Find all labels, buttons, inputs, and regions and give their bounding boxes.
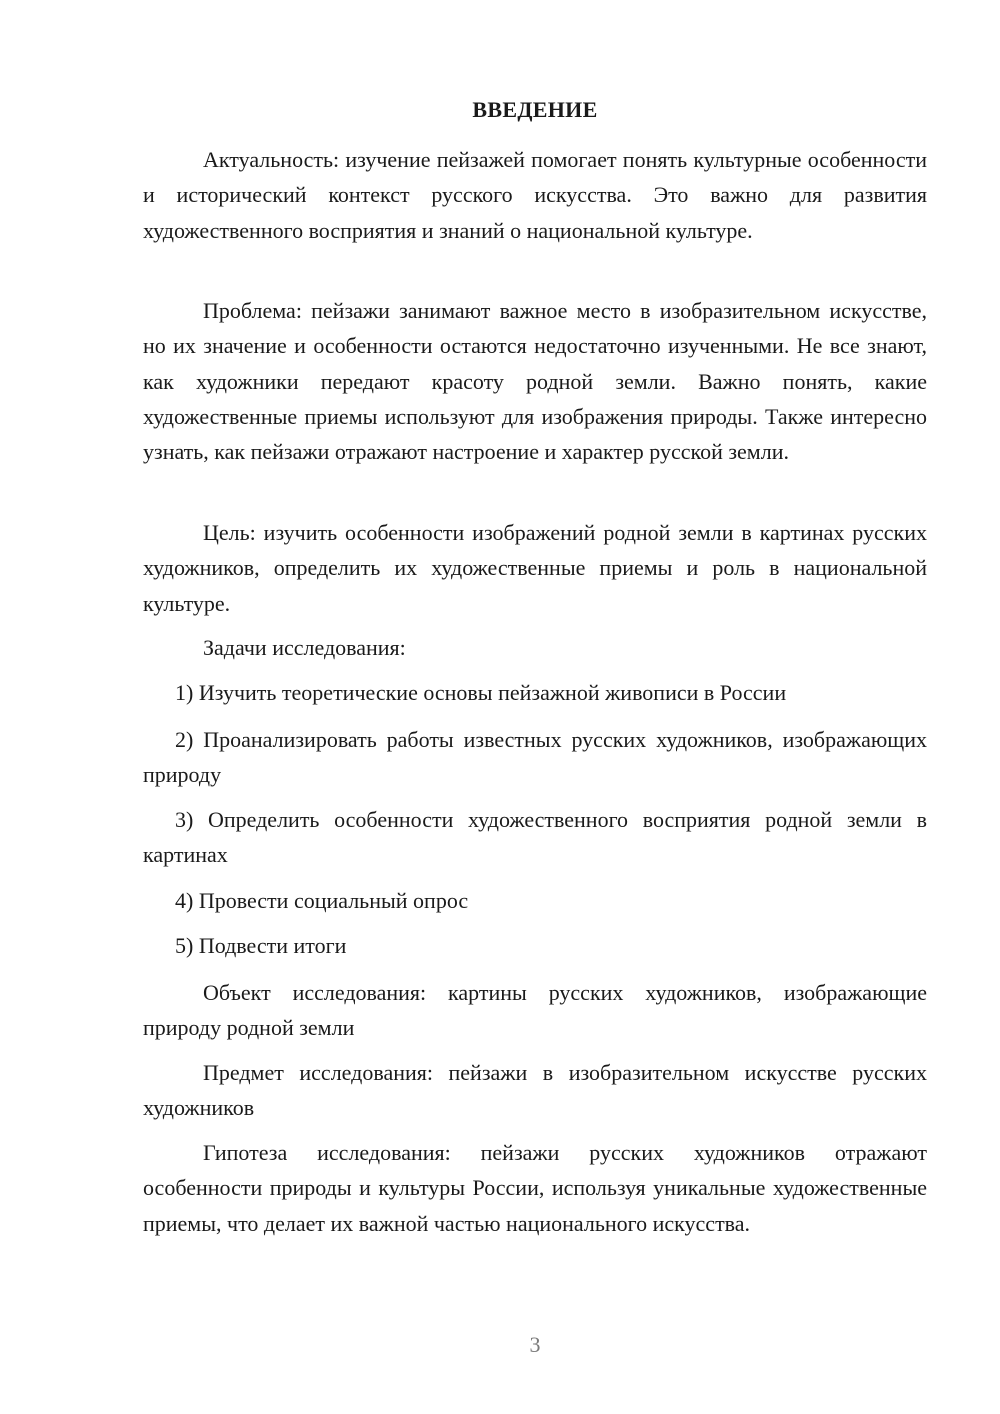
paragraph-subject: Предмет исследования: пейзажи в изобразительном искусстве русских художников <box>143 1060 927 1121</box>
page-number: 3 <box>529 1332 541 1357</box>
section-title: ВВЕДЕНИЕ <box>472 97 598 122</box>
paragraph-relevance: Актуальность: изучение пейзажей помогает понять культурные особенности и исторический контекст русского искусства. Это важно для развития художественного восприятия и знаний о национальной культуре. <box>143 147 927 243</box>
paragraph-problem: Проблема: пейзажи занимают важное место в изобразительном искусстве, но их значение и особенности остаются недостаточно изученными. Не все знают, как художники передают красоту родной земли. Важно понять, какие художественные приемы используют для изображения природы. Также интересно узнать, как пейзажи отражают настроение и характер русской земли. <box>143 298 927 465</box>
task-item-5: 5) Подвести итоги <box>175 933 347 958</box>
task-item-1: 1) Изучить теоретические основы пейзажной живописи в России <box>175 680 787 705</box>
paragraph-object: Объект исследования: картины русских художников, изображающие природу родной земли <box>143 980 927 1041</box>
paragraph-goal: Цель: изучить особенности изображений родной земли в картинах русских художников, определить их художественные приемы и роль в национальной культуре. <box>143 520 927 616</box>
task-item-3: 3) Определить особенности художественного восприятия родной земли в картинах <box>143 807 927 868</box>
paragraph-hypothesis: Гипотеза исследования: пейзажи русских художников отражают особенности природы и культуры России, используя уникальные художественные приемы, что делает их важной частью национального искусства. <box>143 1140 927 1236</box>
tasks-heading: Задачи исследования: <box>203 635 406 660</box>
task-item-2: 2) Проанализировать работы известных русских художников, изображающих природу <box>143 727 927 788</box>
task-item-4: 4) Провести социальный опрос <box>175 888 469 913</box>
